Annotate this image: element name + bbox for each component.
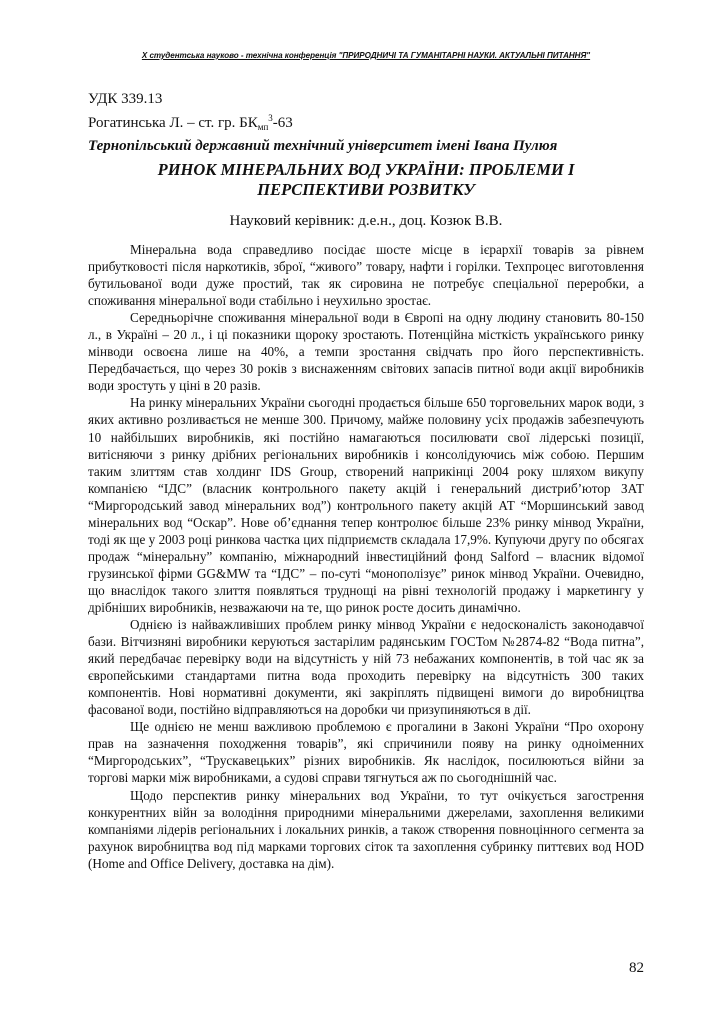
author-name: Рогатинська Л. – ст. гр. БК — [88, 115, 258, 131]
title-line-1: РИНОК МІНЕРАЛЬНИХ ВОД УКРАЇНИ: ПРОБЛЕМИ І — [157, 160, 575, 179]
supervisor-line: Науковий керівник: д.е.н., доц. Козюк В.В. — [229, 213, 503, 229]
page-number: 82 — [629, 960, 644, 976]
paragraph: Щодо перспектив ринку мінеральних вод України, то тут очікується загострення конкурентних війн за володіння природними мінеральними джерелами, захоплення великими компаніями лідерів регіональних і локальних ринків, а також створення повноцінного сегмента за рахунок виробництва вод під марками торгових сіток та захоплення субринку питтєвих вод HOD (Home and Office Delivery, доставка на дім). — [88, 787, 644, 871]
conference-header: Х студентська науково - технічна конференція "ПРИРОДНИЧІ ТА ГУМАНІТАРНІ НАУКИ. АКТУАЛЬНІ ПИТАННЯ" — [141, 51, 591, 60]
article-body — [88, 241, 644, 872]
author-line — [88, 109, 644, 137]
paragraph: На ринку мінеральних України сьогодні продається більше 650 торговельних марок води, з яких активно розливається не менше 300. Причому, майже половину усіх продажів забезпечують 10 найбільших виробників, які постійно намагаються посилювати свої лідерські позиції, витісняючи з ринку дрібних регіональних виробників і консолідуючись між собою. Першим таким злиттям став холдинг IDS Group, створений наприкінці 2004 року шляхом викупу компанією “ІДС” (власник контрольного пакету акцій і генеральний дистриб’ютор ЗАТ “Миргородський завод мінеральних вод”) контрольного пакету акцій АТ “Моршинський завод мінеральних вод “Оскар”. Нове об’єднання тепер контролює більше 23% ринку мінвод України, тоді як ще у 2003 році ринкова частка цих підприємств складала 17,9%. Купуючи другу по обсягах продаж “мінеральну” компанію, міжнародний інвестиційний фонд Salford – власник відомої грузинської фірми GG&MW та “ІДС” – по-суті “монополізує” ринок мінвод України. Очевидно, що внаслідок такого злиття появляться труднощі на рівні технологій продажу і маркетингу у дрібніших виробників, незважаючи на те, що ринок росте досить динамічно. — [88, 395, 644, 615]
paragraph: Однією із найважливіших проблем ринку мінвод України є недосконалість законодавчої бази. Вітчизняні виробники керуються застарілим радянським ГОСТом №2874-82 “Вода питна”, який передбачає перевірку води на відсутність у ній 73 небажаних компонентів, в той час як за європейськими стандартами питна вода проходить перевірку на відсутність 300 таких компонентів. Нові нормативні документи, які закріплять підвищені вимоги до виробництва фасованої води, постійно відправляються на доробки чи призупиняються в дії. — [88, 617, 644, 718]
author-group-suffix: -63 — [272, 115, 293, 131]
paragraph: Середньорічне споживання мінеральної води в Європі на одну людину становить 80-150 л., в Україні – 20 л., і ці показники щороку зростають. Потенційна місткість українського ринку мінводи освоєна лише на 40%, а темпи зростання свідчать про його перспективність. Передбачається, що через 30 років з виснаженням світових запасів питної води акції виробників води зростуть у ціні в 20 разів. — [88, 310, 644, 394]
author-group-subscript: мп — [257, 122, 269, 132]
article-meta — [88, 90, 644, 156]
paragraph: Мінеральна вода справедливо посідає шосте місце в ієрархії товарів за рівнем прибутковості після наркотиків, зброї, “живого” товару, нафти і горілки. Техпроцес виготовлення бутильованої води дуже простий, так як сировина не потребує спеціальної переробки, а споживання мінеральної води стабільно і неухильно зростає. — [88, 242, 644, 309]
udk-code: УДК 339.13 — [88, 91, 163, 107]
paragraph: Ще однією не менш важливою проблемою є прогалини в Законі України “Про охорону прав на зазначення походження товарів”, які спричинили появу на ринку одноіменних “Миргородських”, “Трускавецьких” різних виробників. Як наслідок, посилюються війни за торгові марки між виробниками, а судові справи тягнуться аж по сьогоднішній час. — [88, 719, 644, 786]
university-name: Тернопільський державний технічний університет імені Івана Пулюя — [88, 138, 558, 154]
author-group-superscript: 3 — [268, 113, 273, 123]
title-line-2: ПЕРСПЕКТИВИ РОЗВИТКУ — [257, 180, 475, 199]
article-title — [88, 160, 644, 200]
